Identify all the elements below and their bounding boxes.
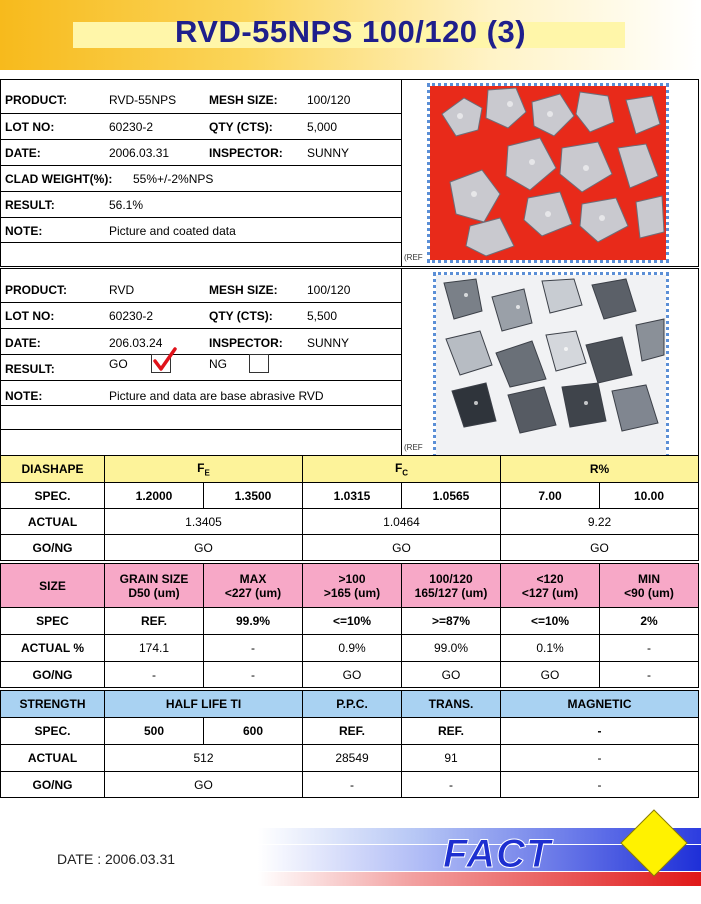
diashape-header: DIASHAPE bbox=[1, 456, 105, 483]
inspector-value: SUNNY bbox=[307, 336, 350, 350]
spec-cell: 1.3500 bbox=[204, 483, 303, 509]
page-title: RVD-55NPS 100/120 (3) bbox=[174, 14, 527, 49]
half-life-header: HALF LIFE TI bbox=[105, 691, 303, 718]
gong-cell: GO bbox=[402, 662, 501, 688]
actual-cell: 174.1 bbox=[105, 635, 204, 662]
gong-cell: GO bbox=[303, 662, 402, 688]
go-label: GO bbox=[109, 357, 128, 371]
size-col-header: MAX <227 (um) bbox=[204, 564, 303, 608]
photo-ref-label: (REF bbox=[404, 443, 423, 452]
fe-header: $F_E$ bbox=[105, 456, 303, 483]
note-value: Picture and coated data bbox=[109, 224, 236, 238]
gong-cell: GO bbox=[303, 535, 501, 561]
photo-ref-label: (REF bbox=[404, 253, 423, 262]
actual-cell: 99.0% bbox=[402, 635, 501, 662]
size-col-header: <120 <127 (um) bbox=[501, 564, 600, 608]
actual-cell: 28549 bbox=[303, 745, 402, 772]
inspector-label: INSPECTOR: bbox=[209, 336, 283, 350]
ng-label: NG bbox=[209, 357, 227, 371]
spec-cell: 99.9% bbox=[204, 608, 303, 635]
qty-value: 5,000 bbox=[307, 120, 338, 134]
trans-header: TRANS. bbox=[402, 691, 501, 718]
gong-cell: - bbox=[105, 662, 204, 688]
product-value: RVD-55NPS bbox=[109, 93, 177, 107]
actual-cell: 512 bbox=[105, 745, 303, 772]
spec-cell: 7.00 bbox=[501, 483, 600, 509]
gong-cell: - bbox=[204, 662, 303, 688]
spec-cell: 2% bbox=[600, 608, 699, 635]
coated-diamond-photo bbox=[427, 83, 669, 263]
actual-cell: 0.1% bbox=[501, 635, 600, 662]
note-value: Picture and data are base abrasive RVD bbox=[109, 389, 324, 403]
actual-label: ACTUAL bbox=[1, 745, 105, 772]
spec-label: SPEC. bbox=[1, 718, 105, 745]
mesh-value: 100/120 bbox=[307, 283, 351, 297]
note-label: NOTE: bbox=[5, 389, 43, 403]
spec-cell: <=10% bbox=[303, 608, 402, 635]
strength-header: STRENGTH bbox=[1, 691, 105, 718]
ppc-header: P.P.C. bbox=[303, 691, 402, 718]
mesh-label: MESH SIZE: bbox=[209, 93, 278, 107]
strength-table bbox=[0, 690, 699, 798]
gong-cell: - bbox=[303, 772, 402, 798]
date-value: 2006.03.31 bbox=[109, 146, 170, 160]
actual-label: ACTUAL % bbox=[1, 635, 105, 662]
actual-cell: 0.9% bbox=[303, 635, 402, 662]
qty-label: QTY (CTS): bbox=[209, 120, 273, 134]
red-checkmark-icon bbox=[153, 347, 177, 373]
gong-cell: GO bbox=[105, 772, 303, 798]
empty-checkbox-icon[interactable] bbox=[249, 354, 269, 373]
actual-cell: - bbox=[600, 635, 699, 662]
spec-label: SPEC bbox=[1, 608, 105, 635]
coated-product-block bbox=[0, 79, 699, 267]
size-col-header: >100 >165 (um) bbox=[303, 564, 402, 608]
spec-cell: 1.0565 bbox=[402, 483, 501, 509]
lot-label: LOT NO: bbox=[5, 120, 55, 134]
gong-cell: - bbox=[600, 662, 699, 688]
gong-label: GO/NG bbox=[1, 772, 105, 798]
spec-cell: 1.2000 bbox=[105, 483, 204, 509]
inspector-value: SUNNY bbox=[307, 146, 350, 160]
magnetic-header: MAGNETIC bbox=[501, 691, 699, 718]
size-col-header: MIN <90 (um) bbox=[600, 564, 699, 608]
result-label: RESULT: bbox=[5, 198, 55, 212]
size-table bbox=[0, 563, 699, 688]
spec-cell: REF. bbox=[402, 718, 501, 745]
spec-cell: <=10% bbox=[501, 608, 600, 635]
yellow-diamond-icon bbox=[620, 809, 688, 877]
gong-label: GO/NG bbox=[1, 662, 105, 688]
size-col-header: GRAIN SIZE D50 (um) bbox=[105, 564, 204, 608]
spec-cell: 500 bbox=[105, 718, 204, 745]
actual-cell: 9.22 bbox=[501, 509, 699, 535]
r-percent-header: R% bbox=[501, 456, 699, 483]
footer-date: DATE : 2006.03.31 bbox=[57, 851, 176, 867]
result-label: RESULT: bbox=[5, 362, 55, 376]
base-abrasive-block bbox=[0, 268, 699, 456]
spec-cell: - bbox=[501, 718, 699, 745]
actual-cell: 91 bbox=[402, 745, 501, 772]
clad-weight-label: CLAD WEIGHT(%): bbox=[5, 172, 113, 186]
lot-value: 60230-2 bbox=[109, 309, 154, 323]
spec-cell: 1.0315 bbox=[303, 483, 402, 509]
product-label: PRODUCT: bbox=[5, 283, 67, 297]
gong-label: GO/NG bbox=[1, 535, 105, 561]
date-label: DATE: bbox=[5, 146, 41, 160]
result-value: 56.1% bbox=[109, 198, 144, 212]
clad-weight-value: 55%+/-2%NPS bbox=[133, 172, 214, 186]
actual-label: ACTUAL bbox=[1, 509, 105, 535]
spec-cell: 600 bbox=[204, 718, 303, 745]
gong-cell: GO bbox=[105, 535, 303, 561]
size-col-header: 100/120 165/127 (um) bbox=[402, 564, 501, 608]
size-header: SIZE bbox=[1, 564, 105, 608]
spec-cell: >=87% bbox=[402, 608, 501, 635]
note-label: NOTE: bbox=[5, 224, 43, 238]
gong-cell: GO bbox=[501, 662, 600, 688]
gong-cell: - bbox=[402, 772, 501, 798]
inspector-label: INSPECTOR: bbox=[209, 146, 283, 160]
mesh-value: 100/120 bbox=[307, 93, 351, 107]
gong-cell: - bbox=[501, 772, 699, 798]
date-label: DATE: bbox=[5, 336, 41, 350]
spec-label: SPEC. bbox=[1, 483, 105, 509]
product-label: PRODUCT: bbox=[5, 93, 67, 107]
lot-value: 60230-2 bbox=[109, 120, 154, 134]
spec-cell: 10.00 bbox=[600, 483, 699, 509]
gong-cell: GO bbox=[501, 535, 699, 561]
date-value: 206.03.24 bbox=[109, 336, 163, 350]
spec-cell: REF. bbox=[105, 608, 204, 635]
actual-cell: 1.0464 bbox=[303, 509, 501, 535]
spec-cell: REF. bbox=[303, 718, 402, 745]
actual-cell: 1.3405 bbox=[105, 509, 303, 535]
actual-cell: - bbox=[204, 635, 303, 662]
qty-value: 5,500 bbox=[307, 309, 338, 323]
diashape-table bbox=[0, 455, 699, 561]
mesh-label: MESH SIZE: bbox=[209, 283, 278, 297]
lot-label: LOT NO: bbox=[5, 309, 55, 323]
actual-cell: - bbox=[501, 745, 699, 772]
product-value: RVD bbox=[109, 283, 135, 297]
fc-header: $F_C$ bbox=[303, 456, 501, 483]
base-diamond-photo bbox=[433, 272, 669, 458]
qty-label: QTY (CTS): bbox=[209, 309, 273, 323]
fact-logo: FACT bbox=[443, 832, 552, 876]
